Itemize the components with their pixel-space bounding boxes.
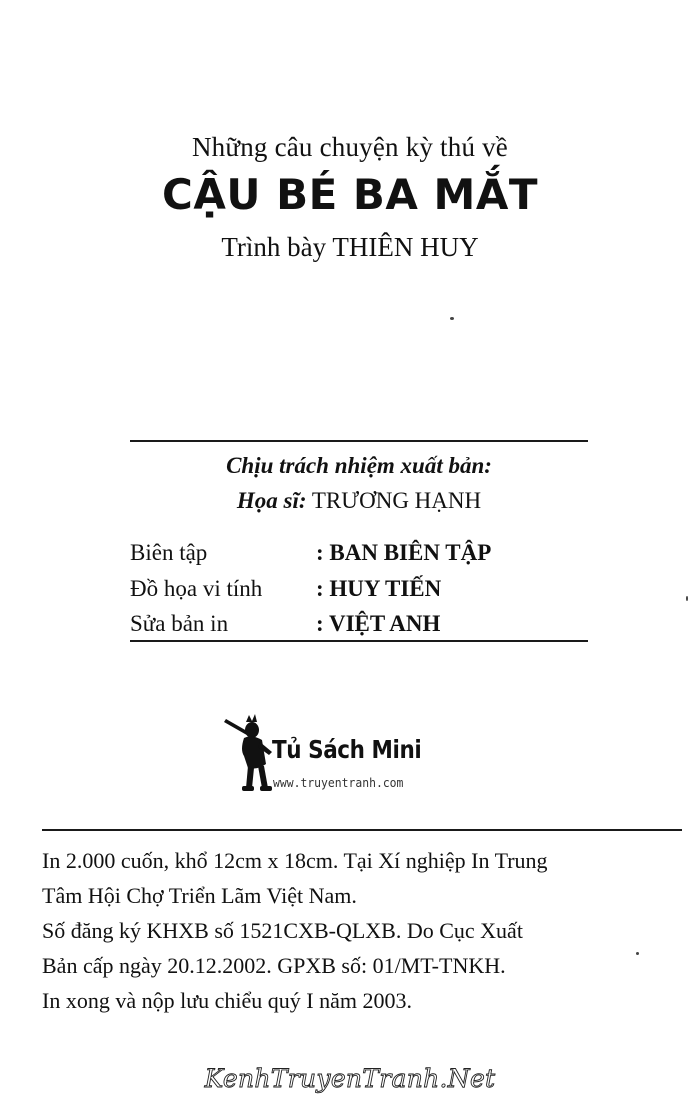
credit-role: Biên tập <box>130 540 208 565</box>
imprint-line: In xong và nộp lưu chiểu quý I năm 2003. <box>42 988 412 1013</box>
divider-top <box>130 440 588 442</box>
imprint-line: Số đăng ký KHXB số 1521CXB-QLXB. Do Cục Xuất <box>42 918 523 943</box>
credit-value: : BAN BIÊN TẬP <box>316 540 492 565</box>
book-title: CẬU BÉ BA MẮT <box>162 170 538 219</box>
watermark: KenhTruyenTranh.Net <box>204 1064 496 1093</box>
publishing-responsibility-heading: Chịu trách nhiệm xuất bản: <box>226 453 492 478</box>
artist-line <box>130 488 588 514</box>
logo-url: www.truyentranh.com <box>273 776 404 790</box>
credit-role: Đồ họa vi tính <box>130 576 263 601</box>
presenter-credit: Trình bày THIÊN HUY <box>221 232 479 262</box>
credit-row-graphics <box>130 576 588 610</box>
mini-library-figure-icon <box>222 712 278 794</box>
divider-middle <box>130 640 588 642</box>
scan-speck <box>636 952 639 955</box>
book-subtitle: Những câu chuyện kỳ thú về <box>191 132 508 162</box>
scan-speck <box>450 317 454 320</box>
imprint-block <box>42 843 682 1018</box>
imprint-line: In 2.000 cuốn, khổ 12cm x 18cm. Tại Xí nghiệp In Trung <box>42 848 548 873</box>
credit-role: Sửa bản in <box>130 611 229 636</box>
divider-bottom <box>42 829 682 831</box>
logo-title: Tủ Sách Mini <box>272 735 422 764</box>
artist-role: Họa sĩ: <box>236 488 307 513</box>
credit-value: : VIỆT ANH <box>316 611 441 636</box>
credit-value: : HUY TIẾN <box>316 576 442 601</box>
scan-speck <box>686 596 688 601</box>
artist-name: TRƯƠNG HẠNH <box>311 488 482 513</box>
credit-row-editor <box>130 540 588 574</box>
imprint-line: Tâm Hội Chợ Triển Lãm Việt Nam. <box>42 883 357 908</box>
imprint-line: Bản cấp ngày 20.12.2002. GPXB số: 01/MT-TNKH. <box>42 953 506 978</box>
